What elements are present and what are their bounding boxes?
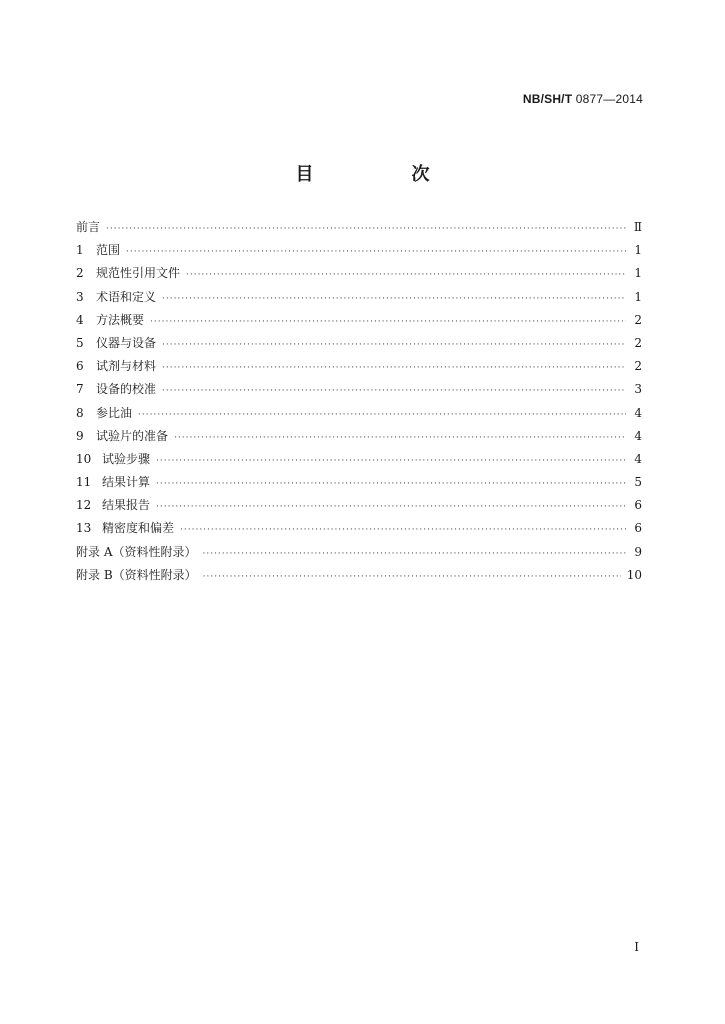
toc-page: 9 [634,544,642,559]
toc-page: 4 [634,428,642,443]
toc-entry-9[interactable] [76,427,642,450]
toc-leader [162,294,626,304]
toc-label: 方法概要 [96,312,145,327]
toc-number: 2 [76,266,84,281]
toc-entry-6[interactable] [76,357,642,380]
toc-label: 精密度和偏差 [102,521,175,536]
toc-number: 9 [76,428,84,443]
toc-label: 试验片的准备 [96,428,169,443]
toc-entry-11[interactable] [76,473,642,496]
toc-number: 4 [76,312,84,327]
toc-page: 1 [634,266,642,281]
toc-number: 5 [76,335,84,350]
toc-leader [106,224,626,234]
table-of-contents [76,218,642,589]
toc-page: 6 [634,521,642,536]
toc-title: 目 次 [295,164,470,185]
toc-entry-1[interactable] [76,241,642,264]
toc-page: 2 [634,359,642,374]
toc-leader [162,386,626,396]
toc-label: 参比油 [96,405,133,420]
toc-leader [174,433,626,443]
toc-leader [150,317,626,327]
toc-label: 规范性引用文件 [96,266,181,281]
toc-leader [162,363,626,373]
toc-page: 1 [634,243,642,258]
toc-leader [156,502,626,512]
toc-leader [156,479,626,489]
toc-label: 范围 [96,243,121,258]
toc-entry-13[interactable] [76,519,642,542]
toc-leader [180,525,626,535]
toc-label: 术语和定义 [96,289,157,304]
toc-entry-10[interactable] [76,450,642,473]
toc-entry-appendix-b[interactable] [76,566,642,589]
toc-leader [138,410,626,420]
toc-number: 3 [76,289,84,304]
toc-label: 试剂与材料 [96,359,157,374]
toc-leader [203,572,621,582]
toc-label: 前言 [76,220,101,234]
toc-page: 2 [634,335,642,350]
toc-number: 7 [76,382,84,397]
toc-label: 结果计算 [102,475,151,490]
toc-page: 1 [634,289,642,304]
toc-page: 5 [634,475,642,490]
toc-entry-4[interactable] [76,311,642,334]
toc-label: 设备的校准 [96,382,157,397]
toc-label: 仪器与设备 [96,335,157,350]
toc-label: 结果报告 [102,498,151,513]
toc-page: 3 [634,382,642,397]
toc-page: 2 [634,312,642,327]
page-number: Ⅰ [634,940,639,954]
toc-label: 附录 A（资料性附录） [76,544,197,559]
toc-entry-5[interactable] [76,334,642,357]
toc-entry-8[interactable] [76,404,642,427]
toc-label: 试验步骤 [102,451,151,466]
toc-number: 11 [76,475,92,490]
toc-number: 6 [76,359,84,374]
toc-number: 12 [76,498,92,513]
standard-code [523,92,643,106]
toc-entry-12[interactable] [76,496,642,519]
toc-entry-appendix-a[interactable] [76,543,642,566]
toc-page: 10 [626,567,642,582]
toc-leader [186,270,626,280]
toc-number: 13 [76,521,92,536]
toc-entry-3[interactable] [76,288,642,311]
standard-prefix: NB/SH/T [522,92,573,106]
toc-label: 附录 B（资料性附录） [76,567,197,582]
toc-number: 1 [76,243,84,258]
toc-leader [162,340,626,350]
toc-page: Ⅱ [633,220,642,234]
toc-entry-7[interactable] [76,380,642,403]
toc-entry-2[interactable] [76,264,642,287]
toc-entry-foreword[interactable] [76,218,642,241]
toc-number: 10 [76,451,92,466]
standard-number: 0877—2014 [575,92,643,106]
toc-page: 4 [634,451,642,466]
toc-page: 6 [634,498,642,513]
toc-number: 8 [76,405,84,420]
toc-leader [126,247,626,257]
toc-leader [156,456,626,466]
toc-page: 4 [634,405,642,420]
toc-leader [202,549,626,559]
